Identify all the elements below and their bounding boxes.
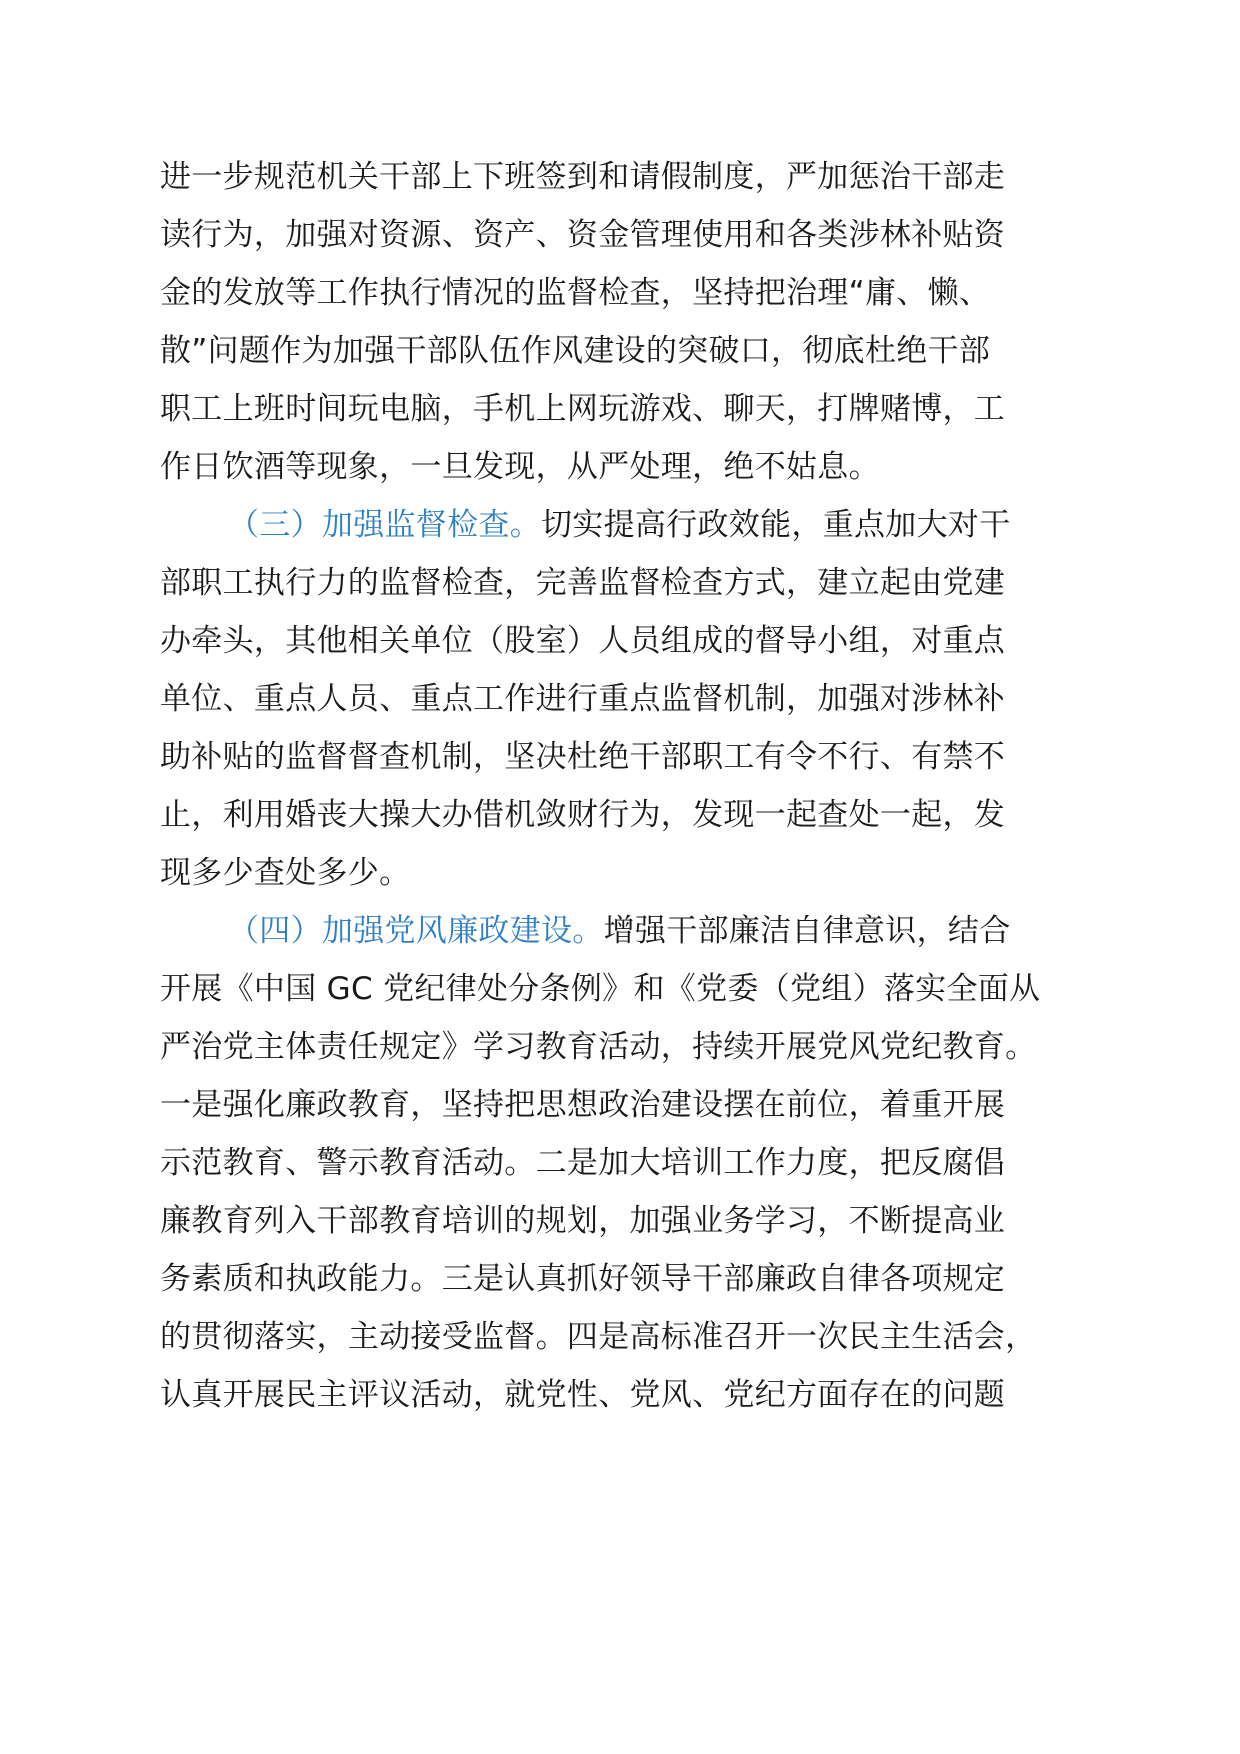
paragraph-line: 开展《中国 GC 党纪律处分条例》和《党委（党组）落实全面从 — [160, 971, 1041, 1007]
section-3-lead-text: 切实提高行政效能，重点加大对干 — [541, 507, 1011, 543]
paragraph-line: 助补贴的监督督查机制，坚决杜绝干部职工有令不行、有禁不 — [160, 739, 1006, 775]
paragraph-line: 的贯彻落实，主动接受监督。四是高标准召开一次民主生活会， — [160, 1319, 1037, 1355]
paragraph-line: 廉教育列入干部教育培训的规划，加强业务学习，不断提高业 — [160, 1203, 1006, 1239]
paragraph-line: 严治党主体责任规定》学习教育活动，持续开展党风党纪教育。 — [160, 1029, 1037, 1065]
paragraph-line: 单位、重点人员、重点工作进行重点监督机制，加强对涉林补 — [160, 681, 1006, 717]
paragraph-line: 职工上班时间玩电脑，手机上网玩游戏、聊天，打牌赌博，工 — [160, 391, 1006, 427]
paragraph-line: 示范教育、警示教育活动。二是加大培训工作力度，把反腐倡 — [160, 1145, 1006, 1181]
paragraph-line: 金的发放等工作执行情况的监督检查，坚持把治理“庸、懒、 — [160, 275, 991, 311]
section-4-first-line — [228, 899, 1011, 963]
section-3-heading: （三）加强监督检查。 — [228, 507, 541, 543]
paragraph-line: 办牵头，其他相关单位（股室）人员组成的督导小组，对重点 — [160, 623, 1006, 659]
paragraph-line: 现多少查处多少。 — [160, 855, 411, 891]
paragraph-line: 读行为，加强对资源、资产、资金管理使用和各类涉林补贴资 — [160, 217, 1006, 253]
paragraph-line: 务素质和执政能力。三是认真抓好领导干部廉政自律各项规定 — [160, 1261, 1006, 1297]
paragraph-line: 部职工执行力的监督检查，完善监督检查方式，建立起由党建 — [160, 565, 1006, 601]
paragraph-line: 认真开展民主评议活动，就党性、党风、党纪方面存在的问题 — [160, 1377, 1006, 1413]
section-4-lead-text: 增强干部廉洁自律意识，结合 — [603, 913, 1011, 949]
section-4-heading: （四）加强党风廉政建设。 — [228, 913, 604, 949]
paragraph-line: 一是强化廉政教育，坚持把思想政治建设摆在前位，着重开展 — [160, 1087, 1006, 1123]
paragraph-line: 进一步规范机关干部上下班签到和请假制度，严加惩治干部走 — [160, 159, 1006, 195]
section-3-first-line — [228, 493, 1011, 557]
paragraph-line: 止，利用婚丧大操大办借机敛财行为，发现一起查处一起，发 — [160, 797, 1006, 833]
paragraph-line: 作日饮酒等现象，一旦发现，从严处理，绝不姑息。 — [160, 449, 880, 485]
paragraph-line: 散”问题作为加强干部队伍作风建设的突破口，彻底杜绝干部 — [160, 333, 991, 369]
